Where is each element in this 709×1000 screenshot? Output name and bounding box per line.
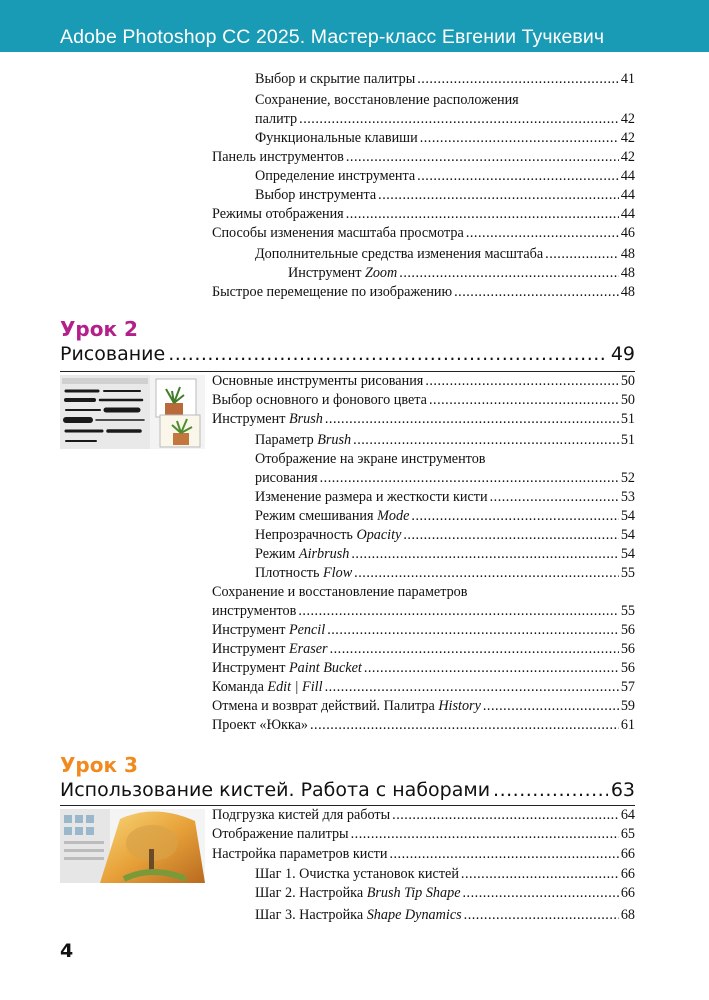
brushes-illustration — [60, 809, 205, 883]
toc-entry: Быстрое перемещение по изображению ..... 48 — [212, 283, 635, 302]
page-number: 4 — [60, 940, 74, 962]
toc-entry: Отображение на экране инструментов — [255, 451, 486, 467]
toc-entry: Инструмент Brush ..... 51 — [212, 410, 635, 429]
lesson-3-number: Урок 3 — [60, 753, 138, 777]
toc-entry: Изменение размера и жесткости кисти ..... 53 — [255, 488, 635, 507]
toc-entry: Выбор и скрытие палитры ..... 41 — [255, 70, 635, 89]
toc-entry: Инструмент Paint Bucket ..... 56 — [212, 659, 635, 678]
book-title: Adobe Photoshop CC 2025. Мастер-класс Евгении Тучкевич — [60, 26, 605, 48]
toc-entry: Панель инструментов ..... 42 — [212, 148, 635, 167]
toc-entry: Сохранение и восстановление параметров — [212, 584, 468, 600]
toc-entry: Отмена и возврат действий. Палитра History ..... 59 — [212, 697, 635, 716]
lesson-3-title: Использование кистей. Работа с наборами ..... 63 — [60, 779, 635, 805]
toc-entry: Плотность Flow ..... 55 — [255, 564, 635, 583]
toc-entry: Непрозрачность Opacity ..... 54 — [255, 526, 635, 545]
header-bar — [0, 0, 709, 52]
toc-entry: рисования ..... 52 — [255, 469, 635, 488]
toc-entry: палитр ..... 42 — [255, 110, 635, 129]
toc-entry: Выбор инструмента ..... 44 — [255, 186, 635, 205]
toc-entry: Параметр Brush ..... 51 — [255, 431, 635, 450]
toc-entry: Проект «Юкка» ..... 61 — [212, 716, 635, 735]
toc-entry: Инструмент Pencil ..... 56 — [212, 621, 635, 640]
toc-entry: Определение инструмента ..... 44 — [255, 167, 635, 186]
toc-entry: Режим смешивания Mode ..... 54 — [255, 507, 635, 526]
toc-entry: Инструмент Eraser ..... 56 — [212, 640, 635, 659]
toc-entry: Режим Airbrush ..... 54 — [255, 545, 635, 564]
toc-entry: Шаг 2. Настройка Brush Tip Shape ..... 66 — [255, 884, 635, 903]
toc-entry: инструментов ..... 55 — [212, 602, 635, 621]
toc-entry: Выбор основного и фонового цвета ..... 50 — [212, 391, 635, 410]
toc-entry: Способы изменения масштаба просмотра ..... 46 — [212, 224, 635, 243]
toc-entry: Шаг 3. Настройка Shape Dynamics ..... 68 — [255, 906, 635, 925]
toc-entry: Отображение палитры ..... 65 — [212, 825, 635, 844]
brush-panel-illustration — [60, 375, 205, 449]
toc-entry: Режимы отображения ..... 44 — [212, 205, 635, 224]
toc-entry: Функциональные клавиши ..... 42 — [255, 129, 635, 148]
toc-entry: Инструмент Zoom ..... 48 — [288, 264, 635, 283]
toc-entry: Настройка параметров кисти ..... 66 — [212, 845, 635, 864]
lesson-2-title: Рисование ..... 49 — [60, 343, 635, 369]
toc-entry: Сохранение, восстановление расположения — [255, 92, 519, 108]
lesson-2-number: Урок 2 — [60, 317, 138, 341]
lesson-3-thumbnail — [60, 809, 205, 883]
toc-entry: Подгрузка кистей для работы ..... 64 — [212, 806, 635, 825]
toc-entry: Шаг 1. Очистка установок кистей ..... 66 — [255, 865, 635, 884]
toc-entry: Дополнительные средства изменения масштаба ..... 48 — [255, 245, 635, 264]
lesson-2-thumbnail — [60, 375, 205, 449]
toc-entry: Команда Edit | Fill ..... 57 — [212, 678, 635, 697]
toc-entry: Основные инструменты рисования ..... 50 — [212, 372, 635, 391]
